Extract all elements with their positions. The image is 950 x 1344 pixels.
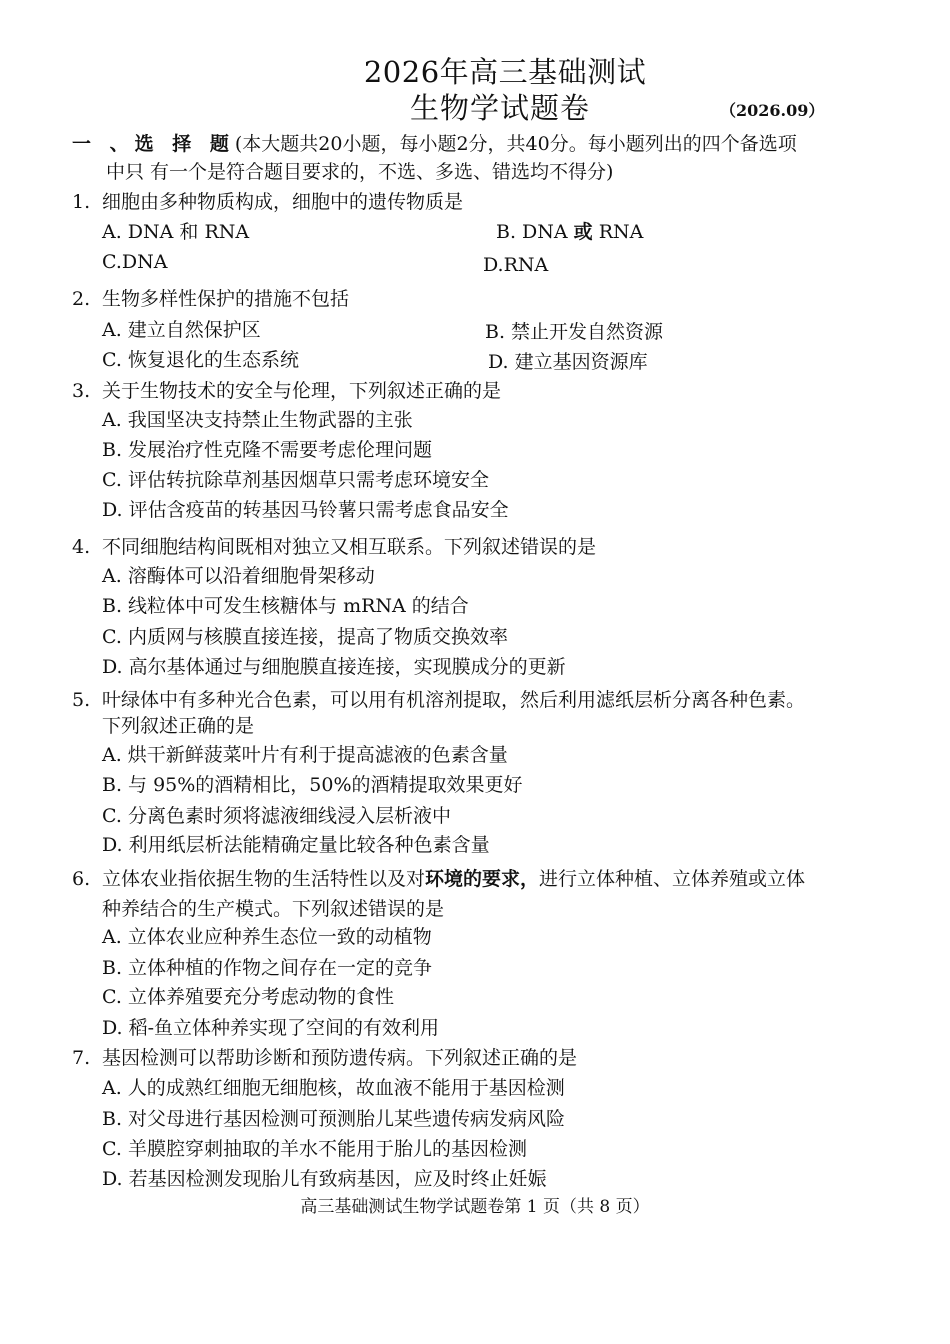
option-a: A. 人的成熟红细胞无细胞核，故血液不能用于基因检测: [102, 1077, 565, 1099]
option-c: C. 恢复退化的生态系统: [102, 349, 299, 371]
page-footer: 高三基础测试生物学试题卷第 1 页（共 8 页）: [300, 1197, 650, 1217]
section-instructions-line1: (本大题共20小题，每小题2分，共40分。每小题列出的四个备选项: [234, 133, 797, 155]
option-b: B. 对父母进行基因检测可预测胎儿某些遗传病发病风险: [102, 1108, 566, 1130]
option-b: B. 禁止开发自然资源: [485, 321, 664, 343]
option-d: D. 利用纸层析法能精确定量比较各种色素含量: [102, 834, 490, 856]
option-b-prefix: B. DNA: [496, 221, 574, 243]
option-a: A. 烘干新鲜菠菜叶片有利于提高滤液的色素含量: [102, 744, 508, 766]
question-number: 6.: [72, 868, 91, 890]
option-d: D. 建立基因资源库: [488, 351, 648, 373]
question-number: 5.: [72, 689, 91, 711]
option-c: C. 评估转抗除草剂基因烟草只需考虑环境安全: [102, 469, 489, 491]
stem-emphasis: 环境的要求，: [425, 868, 540, 890]
option-c: C. 羊膜腔穿刺抽取的羊水不能用于胎儿的基因检测: [102, 1138, 527, 1160]
option-c: C. 分离色素时须将滤液细线浸入层析液中: [102, 805, 451, 827]
question-number: 1.: [72, 191, 91, 213]
question-stem: 生物多样性保护的措施不包括: [102, 288, 350, 310]
option-c: C. 内质网与核膜直接连接，提高了物质交换效率: [102, 626, 508, 648]
question-stem: 不同细胞结构间既相对独立又相互联系。下列叙述错误的是: [102, 536, 597, 558]
option-a: A. 建立自然保护区: [102, 319, 261, 341]
question-stem: 关于生物技术的安全与伦理，下列叙述正确的是: [102, 380, 502, 402]
question-stem-line1: [102, 867, 805, 891]
option-c: C. 立体养殖要充分考虑动物的食性: [102, 986, 394, 1008]
question-stem: 细胞由多种物质构成，细胞中的遗传物质是: [102, 191, 464, 213]
option-d: D. 稻-鱼立体种养实现了空间的有效利用: [102, 1017, 440, 1039]
section-instructions-line2: 中只 有一个是符合题目要求的，不选、多选、错选均不得分): [106, 161, 614, 183]
option-b: B. 与 95%的酒精相比，50%的酒精提取效果更好: [102, 774, 523, 796]
option-b: B. 发展治疗性克隆不需要考虑伦理问题: [102, 439, 433, 461]
stem-prefix: 立体农业指依据生物的生活特性以及对: [102, 868, 426, 890]
exam-subtitle: 生物学试题卷: [409, 91, 590, 125]
option-b: B. 立体种植的作物之间存在一定的竞争: [102, 957, 433, 979]
option-b: [496, 220, 643, 244]
exam-date: （2026.09）: [720, 101, 825, 120]
option-c: C.DNA: [102, 251, 168, 273]
exam-title: 2026年高三基础测试: [363, 55, 647, 89]
stem-suffix: 进行立体种植、立体养殖或立体: [539, 868, 806, 890]
option-a: A. 我国坚决支持禁止生物武器的主张: [102, 409, 413, 431]
option-d: D. 评估含疫苗的转基因马铃薯只需考虑食品安全: [102, 499, 509, 521]
question-number: 7.: [72, 1047, 91, 1069]
option-d: D. 若基因检测发现胎儿有致病基因，应及时终止妊娠: [102, 1168, 547, 1190]
question-number: 2.: [72, 288, 91, 310]
question-number: 3.: [72, 380, 91, 402]
option-a: A. 溶酶体可以沿着细胞骨架移动: [102, 565, 375, 587]
question-stem-line2: 下列叙述正确的是: [102, 715, 255, 737]
option-b-emphasis: 或: [573, 221, 593, 243]
section-header: [72, 130, 872, 186]
section-label: 一 、选 择 题: [72, 133, 235, 155]
question-stem-line1: 叶绿体中有多种光合色素，可以用有机溶剂提取，然后利用滤纸层析分离各种色素。: [102, 689, 806, 711]
question-stem-line2: 种养结合的生产模式。下列叙述错误的是: [102, 898, 445, 920]
question-stem: 基因检测可以帮助诊断和预防遗传病。下列叙述正确的是: [102, 1047, 578, 1069]
option-d: D.RNA: [483, 254, 549, 276]
option-b-suffix: RNA: [592, 221, 644, 243]
question-number: 4.: [72, 536, 91, 558]
option-d: D. 高尔基体通过与细胞膜直接连接，实现膜成分的更新: [102, 656, 566, 678]
option-b: B. 线粒体中可发生核糖体与 mRNA 的结合: [102, 595, 469, 617]
option-a: A. 立体农业应种养生态位一致的动植物: [102, 926, 432, 948]
option-a: A. DNA 和 RNA: [102, 221, 250, 243]
